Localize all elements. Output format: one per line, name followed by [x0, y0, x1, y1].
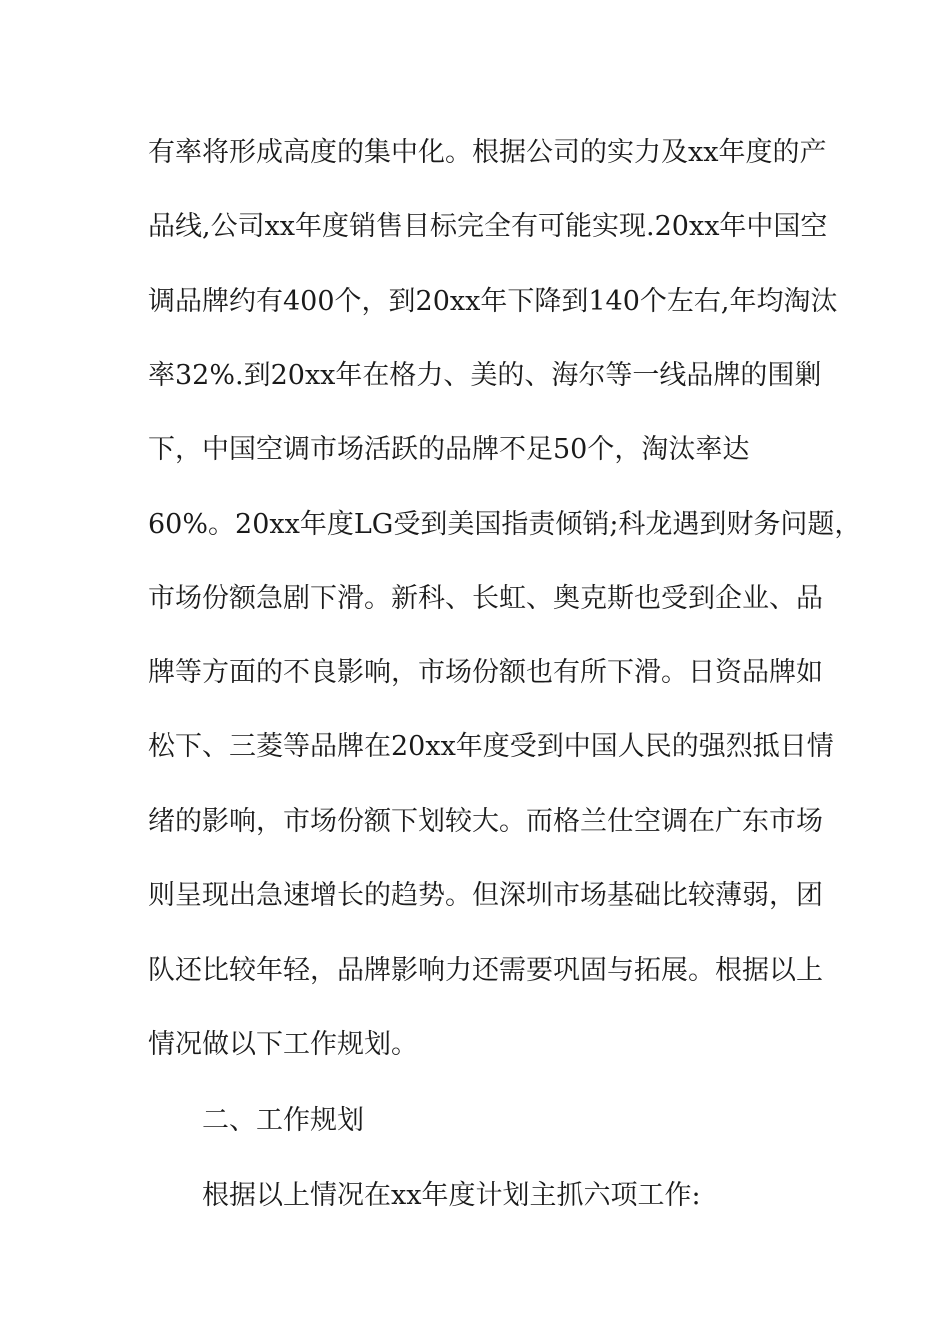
paragraph-line: 则呈现出急速增长的趋势。但深圳市场基础比较薄弱，团: [148, 880, 823, 911]
section-intro: 根据以上情况在xx年度计划主抓六项工作:: [202, 1180, 701, 1211]
section-heading: 二、工作规划: [202, 1105, 364, 1136]
paragraph-line: 品线,公司xx年度销售目标完全有可能实现.20xx年中国空: [148, 211, 828, 242]
paragraph-line: 下，中国空调市场活跃的品牌不足50个，淘汰率达: [148, 434, 750, 465]
paragraph-line: 队还比较年轻，品牌影响力还需要巩固与拓展。根据以上: [148, 955, 823, 986]
paragraph-line: 牌等方面的不良影响，市场份额也有所下滑。日资品牌如: [148, 657, 823, 688]
paragraph-line: 市场份额急剧下滑。新科、长虹、奥克斯也受到企业、品: [148, 583, 823, 614]
paragraph-line: 有率将形成高度的集中化。根据公司的实力及xx年度的产: [148, 137, 827, 168]
paragraph-line: 调品牌约有400个，到20xx年下降到140个左右,年均淘汰: [148, 286, 838, 317]
paragraph-line: 情况做以下工作规划。: [148, 1029, 418, 1060]
paragraph-line: 60%。20xx年度LG受到美国指责倾销;科龙遇到财务问题，: [148, 509, 862, 540]
paragraph-line: 松下、三菱等品牌在20xx年度受到中国人民的强烈抵日情: [148, 731, 834, 762]
paragraph-line: 率32%.到20xx年在格力、美的、海尔等一线品牌的围剿: [148, 360, 822, 391]
paragraph-line: 绪的影响，市场份额下划较大。而格兰仕空调在广东市场: [148, 806, 823, 837]
